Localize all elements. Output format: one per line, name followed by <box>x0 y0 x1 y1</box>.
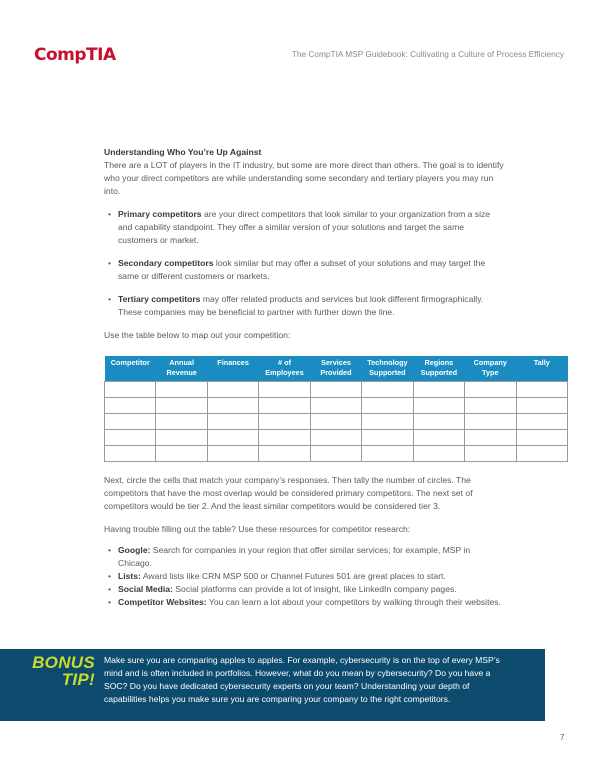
bonus-tip-label <box>32 654 95 688</box>
table-cell[interactable] <box>465 382 516 398</box>
table-cell[interactable] <box>310 398 361 414</box>
table-cell[interactable] <box>207 398 258 414</box>
table-cell[interactable] <box>413 430 464 446</box>
bonus-tip-text: Make sure you are comparing apples to apples. For example, cybersecurity is on the top of every MSP’s mind and is often included in portfolios. However, what do you mean by cybersecurity? Do you have a SOC? Do you have dedicated cybersecurity experts on your team? Understanding your depth of capabilities helps you make sure you are comparing your company to the right competitors. <box>104 655 500 704</box>
table-cell[interactable] <box>156 414 207 430</box>
table-cell[interactable] <box>156 398 207 414</box>
table-cell[interactable] <box>259 414 310 430</box>
list-item-social-media <box>104 583 504 596</box>
table-cell[interactable] <box>207 446 258 462</box>
table-cell[interactable] <box>465 398 516 414</box>
table-cell[interactable] <box>465 414 516 430</box>
comptia-logo: CompTIA <box>34 45 116 65</box>
term: Secondary competitors <box>118 258 214 268</box>
description: Social platforms can provide a lot of insight, like LinkedIn company pages. <box>172 584 457 594</box>
description: You can learn a lot about your competitors by walking through their websites. <box>206 597 501 607</box>
col-regions: Regions Supported <box>413 356 464 382</box>
resources-list <box>104 544 504 609</box>
table-cell[interactable] <box>259 382 310 398</box>
list-item-tertiary <box>104 293 504 319</box>
table-cell[interactable] <box>259 446 310 462</box>
description: Search for companies in your region that offer similar services; for example, MSP in Chicago. <box>118 545 471 568</box>
table-cell[interactable] <box>105 446 156 462</box>
competitor-types-list <box>104 208 504 319</box>
table-cell[interactable] <box>207 414 258 430</box>
table-cell[interactable] <box>516 446 568 462</box>
table-cell[interactable] <box>310 382 361 398</box>
table-cell[interactable] <box>156 446 207 462</box>
col-competitor: Competitor <box>105 356 156 382</box>
table-cell[interactable] <box>362 414 413 430</box>
table-cell[interactable] <box>310 430 361 446</box>
table-row <box>105 414 568 430</box>
table-cell[interactable] <box>156 430 207 446</box>
col-annual-revenue: Annual Revenue <box>156 356 207 382</box>
table-cell[interactable] <box>259 430 310 446</box>
main-content <box>104 146 504 342</box>
table-header-row <box>105 356 568 382</box>
table-cell[interactable] <box>105 430 156 446</box>
table-cell[interactable] <box>310 446 361 462</box>
list-item-competitor-websites <box>104 596 504 609</box>
table-row <box>105 446 568 462</box>
col-tally: Tally <box>516 356 568 382</box>
bonus-label-line1: BONUS <box>32 653 95 672</box>
description: may offer related products and services but look different firmographically. These companies may be beneficial to partner with further down the line. <box>118 294 484 317</box>
section-heading: Understanding Who You’re Up Against <box>104 147 262 157</box>
table-cell[interactable] <box>516 398 568 414</box>
tally-instructions: Next, circle the cells that match your company’s responses. Then tally the number of circles. The competitors that have the most overlap would be considered primary competitors. The next set of competitors would be tier 2. And the least similar competitors would be considered tier 3. <box>104 475 473 511</box>
term: Tertiary competitors <box>118 294 201 304</box>
table-cell[interactable] <box>413 382 464 398</box>
description: Award lists like CRN MSP 500 or Channel Futures 501 are great places to start. <box>140 571 446 581</box>
table-intro: Use the table below to map out your competition: <box>104 330 291 340</box>
col-services: Services Provided <box>310 356 361 382</box>
table-cell[interactable] <box>413 398 464 414</box>
table-cell[interactable] <box>362 430 413 446</box>
table-cell[interactable] <box>362 446 413 462</box>
bonus-label-line2: TIP! <box>61 670 95 689</box>
col-employees: # of Employees <box>259 356 310 382</box>
table-cell[interactable] <box>259 398 310 414</box>
table-cell[interactable] <box>156 382 207 398</box>
list-item-lists <box>104 570 504 583</box>
table-cell[interactable] <box>465 430 516 446</box>
table-row <box>105 398 568 414</box>
table-cell[interactable] <box>516 430 568 446</box>
col-company-type: Company Type <box>465 356 516 382</box>
term: Primary competitors <box>118 209 202 219</box>
table-cell[interactable] <box>105 382 156 398</box>
table-cell[interactable] <box>310 414 361 430</box>
term: Lists: <box>118 571 141 581</box>
table-cell[interactable] <box>413 414 464 430</box>
intro-paragraph: There are a LOT of players in the IT industry, but some are more direct than others. The goal is to identify who your direct competitors are while understanding some secondary and tertiary players you may run into. <box>104 160 504 196</box>
table-cell[interactable] <box>207 382 258 398</box>
bonus-tip-banner <box>0 649 545 721</box>
table-cell[interactable] <box>413 446 464 462</box>
col-finances: Finances <box>207 356 258 382</box>
description: are your direct competitors that look similar to your organization from a size and capability standpoint. They offer a similar version of your solutions and target the same customers or market. <box>118 209 491 245</box>
table-cell[interactable] <box>516 414 568 430</box>
resources-intro: Having trouble filling out the table? Use these resources for competitor research: <box>104 524 411 534</box>
table-cell[interactable] <box>362 382 413 398</box>
term: Google: <box>118 545 151 555</box>
col-technology: Technology Supported <box>362 356 413 382</box>
list-item-primary <box>104 208 504 247</box>
table-cell[interactable] <box>105 414 156 430</box>
instructions-section <box>104 474 504 609</box>
page-number: 7 <box>560 733 565 742</box>
table-cell[interactable] <box>516 382 568 398</box>
table-row <box>105 430 568 446</box>
table-row <box>105 382 568 398</box>
document-title: The CompTIA MSP Guidebook: Cultivating a Culture of Process Efficiency <box>291 49 564 59</box>
table-cell[interactable] <box>207 430 258 446</box>
table-cell[interactable] <box>465 446 516 462</box>
term: Competitor Websites: <box>118 597 207 607</box>
description: look similar but may offer a subset of your solutions and may target the same or different customers or markets. <box>118 258 486 281</box>
term: Social Media: <box>118 584 173 594</box>
competition-table <box>104 356 568 462</box>
list-item-google <box>104 544 504 570</box>
table-cell[interactable] <box>362 398 413 414</box>
list-item-secondary <box>104 257 504 283</box>
table-cell[interactable] <box>105 398 156 414</box>
